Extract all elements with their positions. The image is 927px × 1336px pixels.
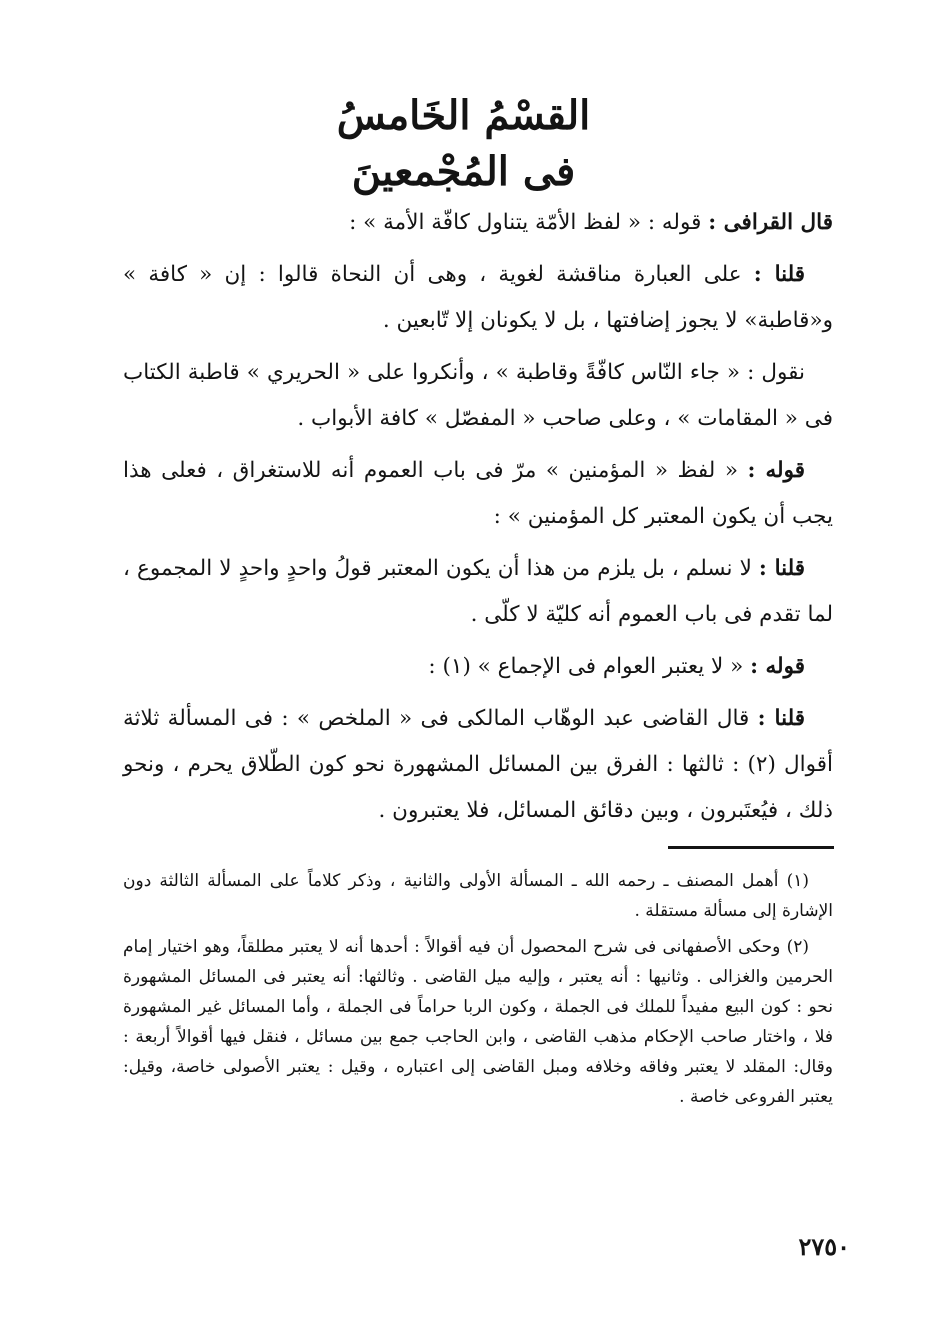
- paragraph-text: قوله : « لفظ الأمّة يتناول كافّة الأمة » :: [349, 210, 709, 235]
- paragraph-5: [123, 546, 833, 638]
- footnote-separator: [668, 846, 834, 849]
- paragraph-text: قال القاضى عبد الوهّاب المالكى فى « الملخص » : فى المسألة ثلاثة أقوال (٢) : ثالثها : الفرق بين المسائل المشهورة نحو كون الطّلاق يحرم ، ونحو ذلك ، فيُعتَبرون ، وبين دقائق المسائل، فلا يعتبرون .: [123, 706, 833, 823]
- paragraph-6: [123, 644, 833, 690]
- paragraph-label: قوله :: [750, 654, 805, 679]
- paragraph-text: نقول : « جاء النّاس كافّةً وقاطبة » ، وأنكروا على « الحريري » قاطبة الكتاب فى « المقامات » ، وعلى صاحب « المفصّل » كافة الأبواب .: [123, 360, 833, 431]
- paragraph-text: « لفظ « المؤمنين » مرّ فى باب العموم أنه للاستغراق ، فعلى هذا يجب أن يكون المعتبر كل المؤمنين » :: [123, 458, 833, 529]
- paragraph-label: قوله :: [747, 458, 805, 483]
- paragraph-4: [123, 448, 833, 540]
- paragraph-text: لا نسلم ، بل يلزم من هذا أن يكون المعتبر قولُ واحدٍ واحدٍ لا المجموع ، لما تقدم فى باب العموم أنه كليّة لا كلّى .: [123, 556, 833, 627]
- section-title: القسْمُ الخَامسُ: [336, 92, 591, 139]
- paragraph-label: قلنا :: [757, 706, 805, 731]
- paragraph-text: على العبارة مناقشة لغوية ، وهى أن النحاة قالوا : إن « كافة » و«قاطبة» لا يجوز إضافتها ، بل لا يكونان إلا تّابعين .: [123, 262, 833, 333]
- paragraph-2: [123, 252, 833, 344]
- paragraph-1: [123, 200, 833, 246]
- footnotes: [123, 866, 833, 1118]
- paragraph-label: قال القرافى :: [708, 210, 833, 235]
- paragraph-text: « لا يعتبر العوام فى الإجماع » (١) :: [428, 654, 751, 679]
- paragraph-3: [123, 350, 833, 442]
- paragraph-7: [123, 696, 833, 834]
- paragraph-label: قلنا :: [753, 262, 806, 287]
- page-number: ٢٧٥٠: [798, 1232, 850, 1261]
- section-subtitle: فى المُجْمعينَ: [351, 148, 576, 195]
- footnote-2: (٢) وحكى الأصفهانى فى شرح المحصول أن فيه أقوالاً : أحدها أنه لا يعتبر مطلقاً، وهو اختيار إمام الحرمين والغزالى . وثانيها : أنه يعتبر ، وإليه ميل القاضى . وثالثها: أنه يعتبر فى المسائل المشهورة نحو : كون البيع مفيداً للملك فى الجملة ، وكون الربا حراماً فى الجملة ، وأما المسائل غير المشهورة فلا ، واختار صاحب الإحكام مذهب القاضى ، وابن الحاجب جمع بين مسائل ، فنقل فيها أقوالاً أربعة : وقال: المقلد لا يعتبر وفاقه وخلافه ومبل القاضى إلى اعتباره ، وقيل : يعتبر الأصولى خاصة، وقيل: يعتبر الفروعى خاصة .: [123, 937, 833, 1107]
- footnote-1: (١) أهمل المصنف ـ رحمه الله ـ المسألة الأولى والثانية ، وذكر كلاماً على المسألة الثالثة دون الإشارة إلى مسألة مستقلة .: [123, 871, 833, 921]
- section-heading: [0, 88, 927, 200]
- main-text: [123, 200, 833, 840]
- paragraph-label: قلنا :: [758, 556, 805, 581]
